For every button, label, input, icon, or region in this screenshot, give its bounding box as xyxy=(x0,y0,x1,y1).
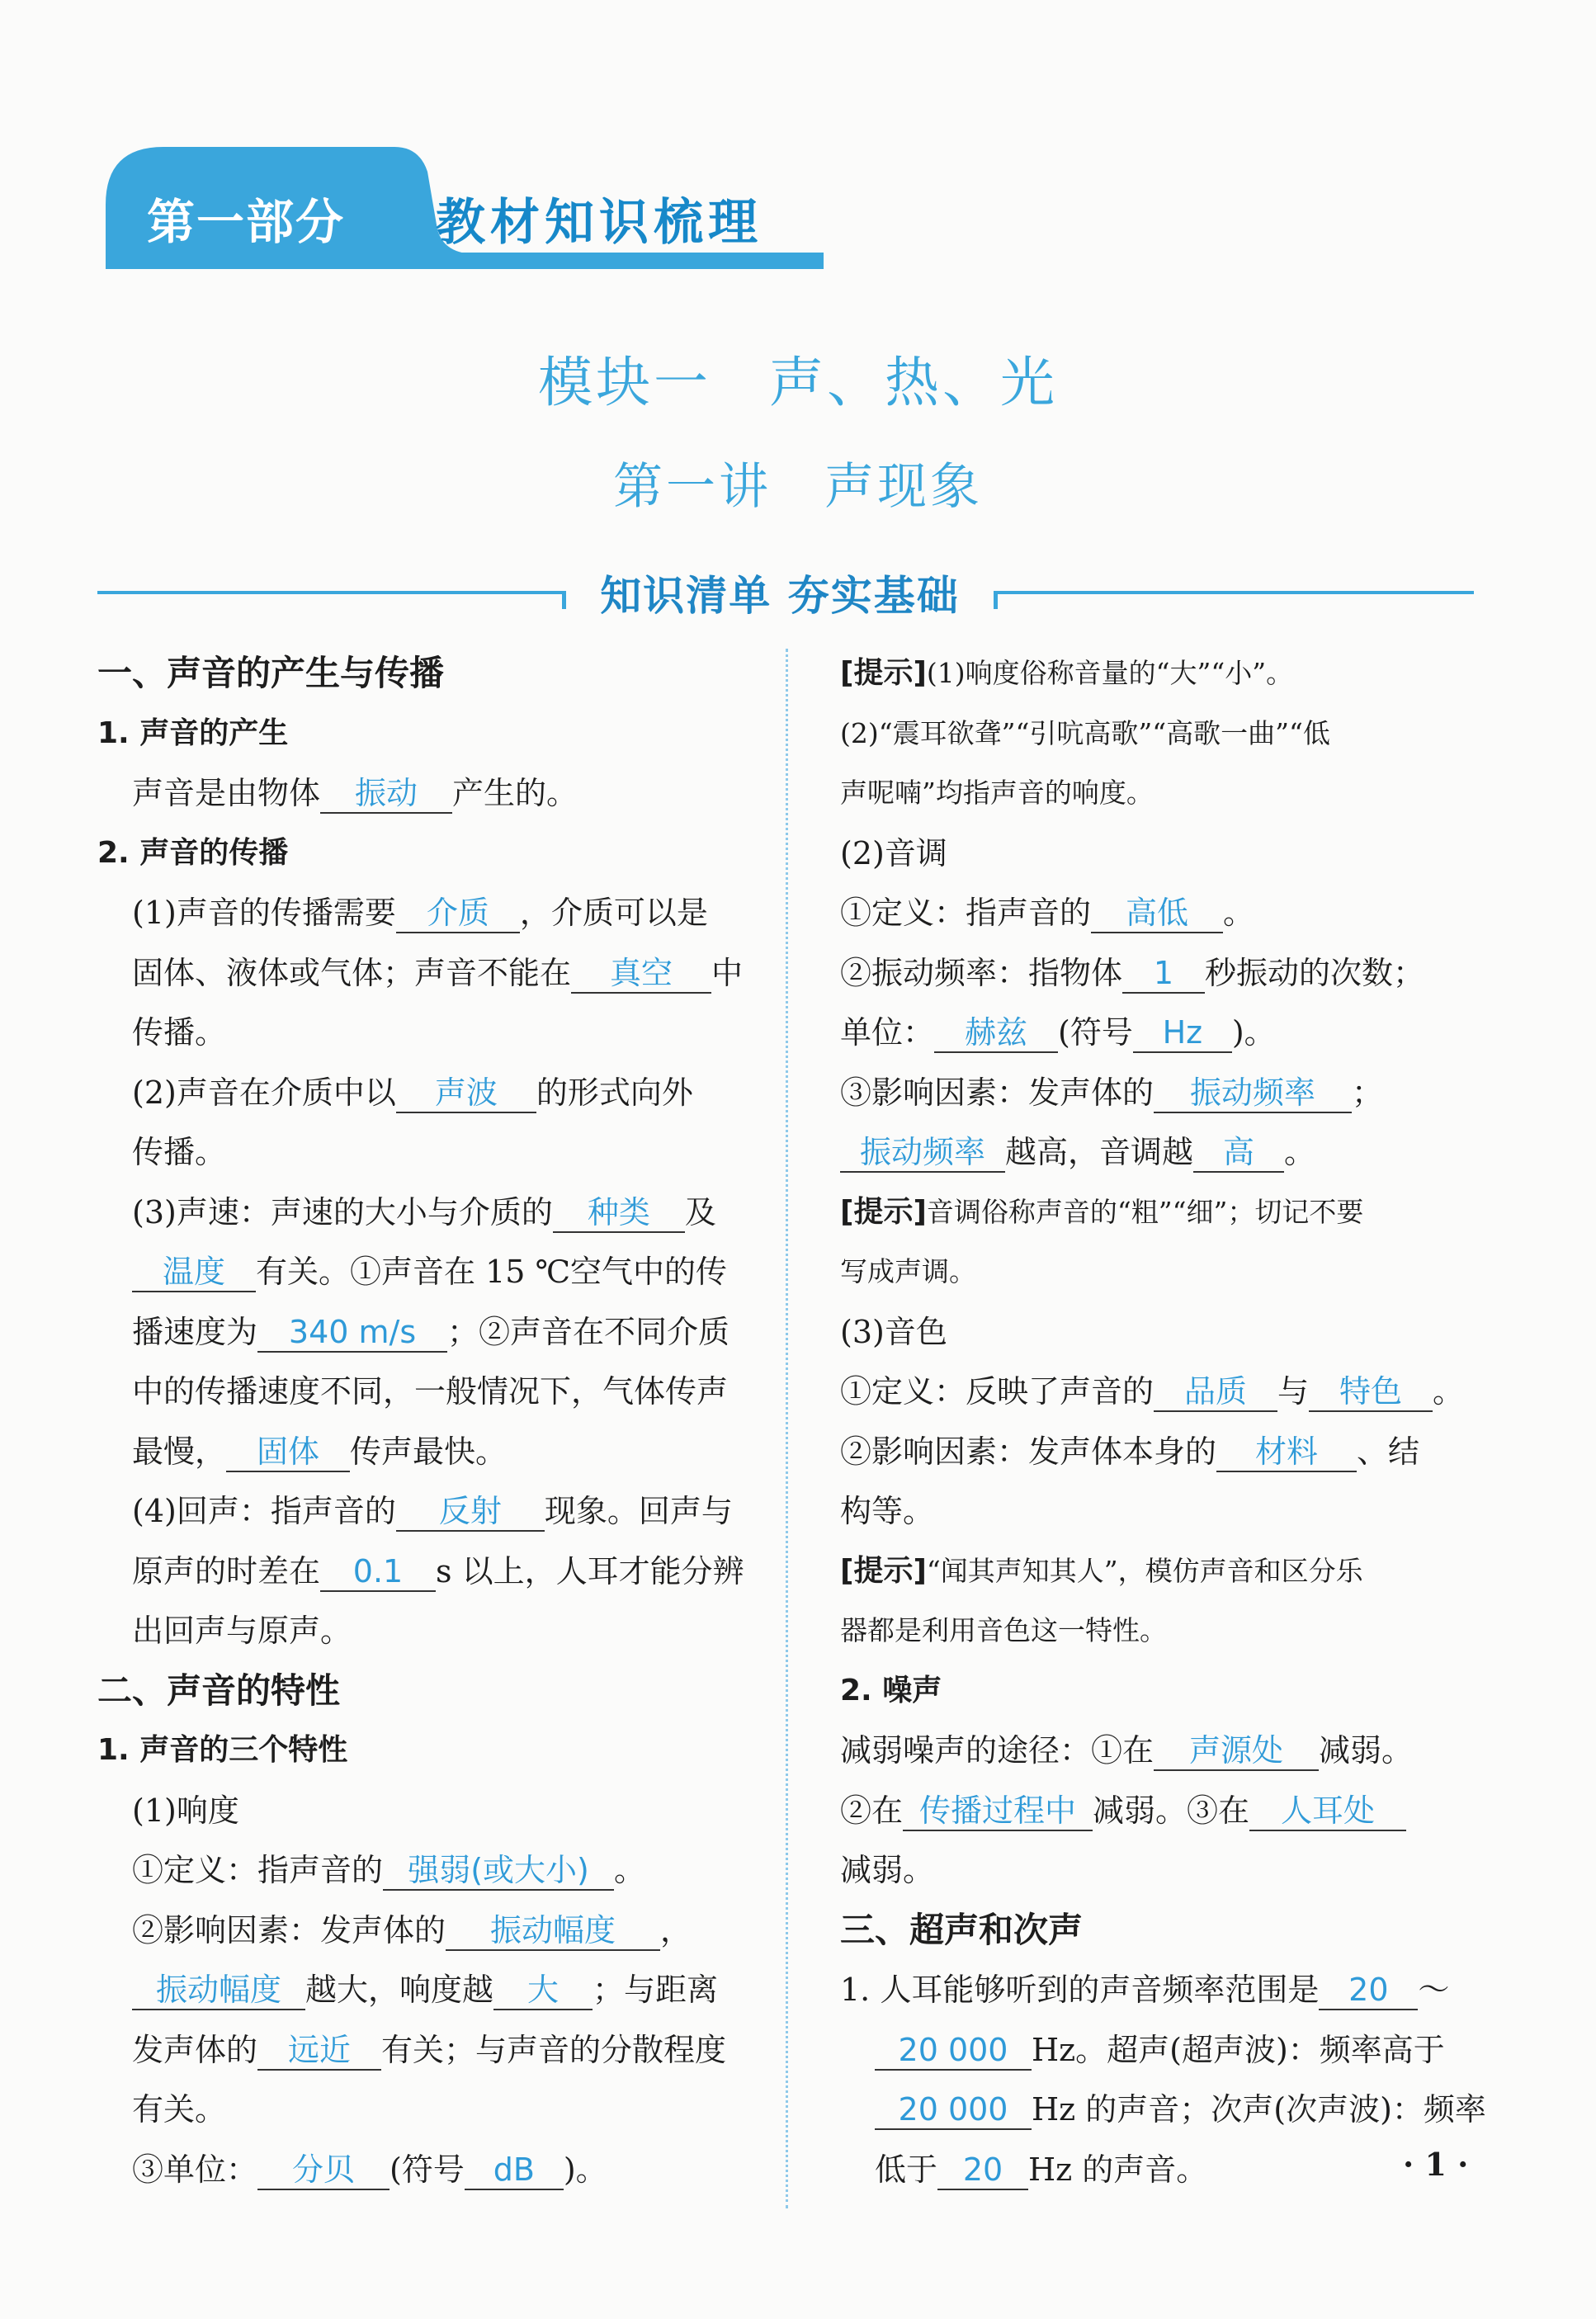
text-line: ③影响因素：发声体的 振动频率 ； xyxy=(840,1063,1476,1123)
answer-blank: 固体 xyxy=(226,1433,350,1472)
text-line: (3)音色 xyxy=(840,1313,947,1350)
text-line: 原声的时差在 0.1 s 以上，人耳才能分辨 xyxy=(97,1542,774,1602)
tip-line: 声呢喃”均指声音的响度。 xyxy=(840,777,1154,809)
tip-line: (2)“震耳欲聋”“引吭高歌”“高歌一曲”“低 xyxy=(840,716,1330,749)
text-line: ②振动频率：指物体 1 秒振动的次数； xyxy=(840,943,1476,1004)
answer-blank: dB xyxy=(465,2151,564,2190)
text-line: (4)回声：指声音的 反射 现象。回声与 xyxy=(97,1481,774,1542)
left-column xyxy=(97,644,774,2199)
answer-blank: 0.1 xyxy=(320,1552,436,1592)
page-number: · 1 · xyxy=(1403,2146,1469,2183)
text-line: 20 000 Hz。超声(超声波)：频率高于 xyxy=(840,2020,1476,2080)
text-line: 中的传播速度不同，一般情况下，气体传声 xyxy=(132,1373,729,1410)
tip-line: [提示](1)响度俗称音量的“大”“小”。 xyxy=(840,656,1294,690)
part-banner xyxy=(97,147,824,269)
text-line: 20 000 Hz 的声音；次声(次声波)：频率 xyxy=(840,2080,1476,2140)
text-line: 最慢， 固体 传声最快。 xyxy=(97,1422,774,1482)
answer-blank: 340 m/s xyxy=(257,1313,447,1353)
text-line: (2)声音在介质中以 声波 的形式向外 xyxy=(97,1063,774,1123)
answer-blank: 振动幅度 xyxy=(132,1971,305,2010)
answer-blank: 振动 xyxy=(320,774,452,814)
subheading: 2. 声音的传播 xyxy=(97,835,289,870)
text-line: 构等。 xyxy=(840,1493,935,1529)
answer-blank: 传播过程中 xyxy=(903,1792,1093,1831)
subheading: 1. 声音的三个特性 xyxy=(97,1733,348,1767)
tip-label: [提示] xyxy=(840,1553,927,1588)
lecture-title: 第一讲 声现象 xyxy=(613,458,983,516)
subheading: 2. 噪声 xyxy=(840,1673,942,1707)
text-line: 振动频率 越高，音调越 高 。 xyxy=(840,1122,1476,1183)
answer-blank: 材料 xyxy=(1216,1433,1357,1472)
text-line: 单位： 赫兹 (符号 Hz )。 xyxy=(840,1003,1476,1063)
answer-blank: 介质 xyxy=(396,894,520,933)
answer-blank: Hz xyxy=(1133,1013,1232,1053)
text-line: 发声体的 远近 有关；与声音的分散程度 xyxy=(97,2020,774,2080)
column-divider xyxy=(786,649,788,2208)
answer-blank: 振动频率 xyxy=(1154,1074,1352,1113)
text-line: 固体、液体或气体；声音不能在 真空 中 xyxy=(97,943,774,1004)
answer-blank: 特色 xyxy=(1309,1372,1433,1412)
answer-blank: 20 000 xyxy=(875,2031,1032,2071)
part-label: 第一部分 xyxy=(147,194,346,250)
text-line: ②影响因素：发声体本身的 材料 、结 xyxy=(840,1422,1476,1482)
section-heading: 三、超声和次声 xyxy=(840,1909,1084,1950)
answer-blank: 声源处 xyxy=(1154,1731,1319,1771)
text-line: ②影响因素：发声体的 振动幅度 ， xyxy=(97,1901,774,1961)
text-line: 有关。 xyxy=(132,2091,227,2128)
answer-blank: 品质 xyxy=(1154,1372,1277,1412)
answer-blank: 反射 xyxy=(396,1492,545,1532)
tip-line: 写成声调。 xyxy=(840,1255,976,1287)
text-line: ③单位： 分贝 (符号 dB )。 xyxy=(97,2140,774,2200)
answer-blank: 分贝 xyxy=(257,2151,390,2190)
text-line: 声音是由物体 振动 产生的。 xyxy=(97,763,774,824)
answer-blank: 1 xyxy=(1122,954,1205,994)
answer-blank: 20 xyxy=(937,2151,1028,2190)
text-line: ①定义：指声音的 强弱(或大小) 。 xyxy=(97,1840,774,1901)
answer-blank: 20 000 xyxy=(875,2090,1032,2130)
answer-blank: 20 xyxy=(1319,1971,1418,2010)
text-line: ②在 传播过程中 减弱。③在 人耳处 xyxy=(840,1781,1476,1841)
text-line: ①定义：指声音的 高低 。 xyxy=(840,883,1476,943)
text-line: 减弱噪声的途径：①在 声源处 减弱。 xyxy=(840,1721,1476,1781)
ribbon-line-left xyxy=(97,591,566,594)
right-column xyxy=(840,644,1486,2199)
tip-line: 器都是利用音色这一特性。 xyxy=(840,1614,1167,1646)
text-line: (2)音调 xyxy=(840,834,947,871)
module-title: 模块一 声、热、光 xyxy=(538,351,1058,414)
answer-blank: 高低 xyxy=(1091,894,1223,933)
answer-blank: 远近 xyxy=(257,2031,381,2071)
text-line: 温度 有关。①声音在 15 ℃空气中的传 xyxy=(97,1242,774,1302)
text-line: 播速度为 340 m/s ；②声音在不同介质 xyxy=(97,1302,774,1363)
subheading: 1. 声音的产生 xyxy=(97,716,289,750)
section-label: 教材知识梳理 xyxy=(436,194,763,252)
section-heading: 一、声音的产生与传播 xyxy=(97,653,445,693)
tip-label: [提示] xyxy=(840,656,927,690)
text-line: 振动幅度 越大，响度越 大 ；与距离 xyxy=(97,1960,774,2020)
text-line: ①定义：反映了声音的 品质 与 特色 。 xyxy=(840,1362,1476,1422)
text-line: 传播。 xyxy=(132,1014,227,1051)
text-line: 传播。 xyxy=(132,1134,227,1170)
ribbon-title: 知识清单 夯实基础 xyxy=(600,572,960,620)
answer-blank: 声波 xyxy=(396,1074,536,1113)
tip-label: [提示] xyxy=(840,1194,927,1229)
section-heading: 二、声音的特性 xyxy=(97,1670,341,1711)
answer-blank: 种类 xyxy=(553,1193,685,1233)
ribbon-tick-left xyxy=(562,591,566,609)
tip-line: [提示]音调俗称声音的“粗”“细”；切记不要 xyxy=(840,1194,1364,1229)
text-line: 1. 人耳能够听到的声音频率范围是 20 ～ xyxy=(840,1960,1476,2020)
text-line: 低于 20 Hz 的声音。 xyxy=(840,2140,1476,2200)
answer-blank: 大 xyxy=(493,1971,593,2010)
answer-blank: 真空 xyxy=(571,954,711,994)
tip-line: [提示]“闻其声知其人”，模仿声音和区分乐 xyxy=(840,1553,1363,1588)
answer-blank: 温度 xyxy=(132,1253,256,1292)
text-line: (3)声速：声速的大小与介质的 种类 及 xyxy=(97,1183,774,1243)
answer-blank: 振动频率 xyxy=(840,1133,1005,1173)
text-line: (1)声音的传播需要 介质 ，介质可以是 xyxy=(97,883,774,943)
answer-blank: 高 xyxy=(1193,1133,1284,1173)
answer-blank: 强弱(或大小) xyxy=(383,1851,614,1891)
answer-blank: 振动幅度 xyxy=(446,1911,660,1951)
text-line: 出回声与原声。 xyxy=(132,1613,352,1649)
answer-blank: 赫兹 xyxy=(934,1013,1058,1053)
ribbon-line-right xyxy=(994,591,1474,594)
text-line: 减弱。 xyxy=(840,1852,935,1888)
answer-blank: 人耳处 xyxy=(1249,1792,1406,1831)
text-line: (1)响度 xyxy=(132,1792,239,1829)
